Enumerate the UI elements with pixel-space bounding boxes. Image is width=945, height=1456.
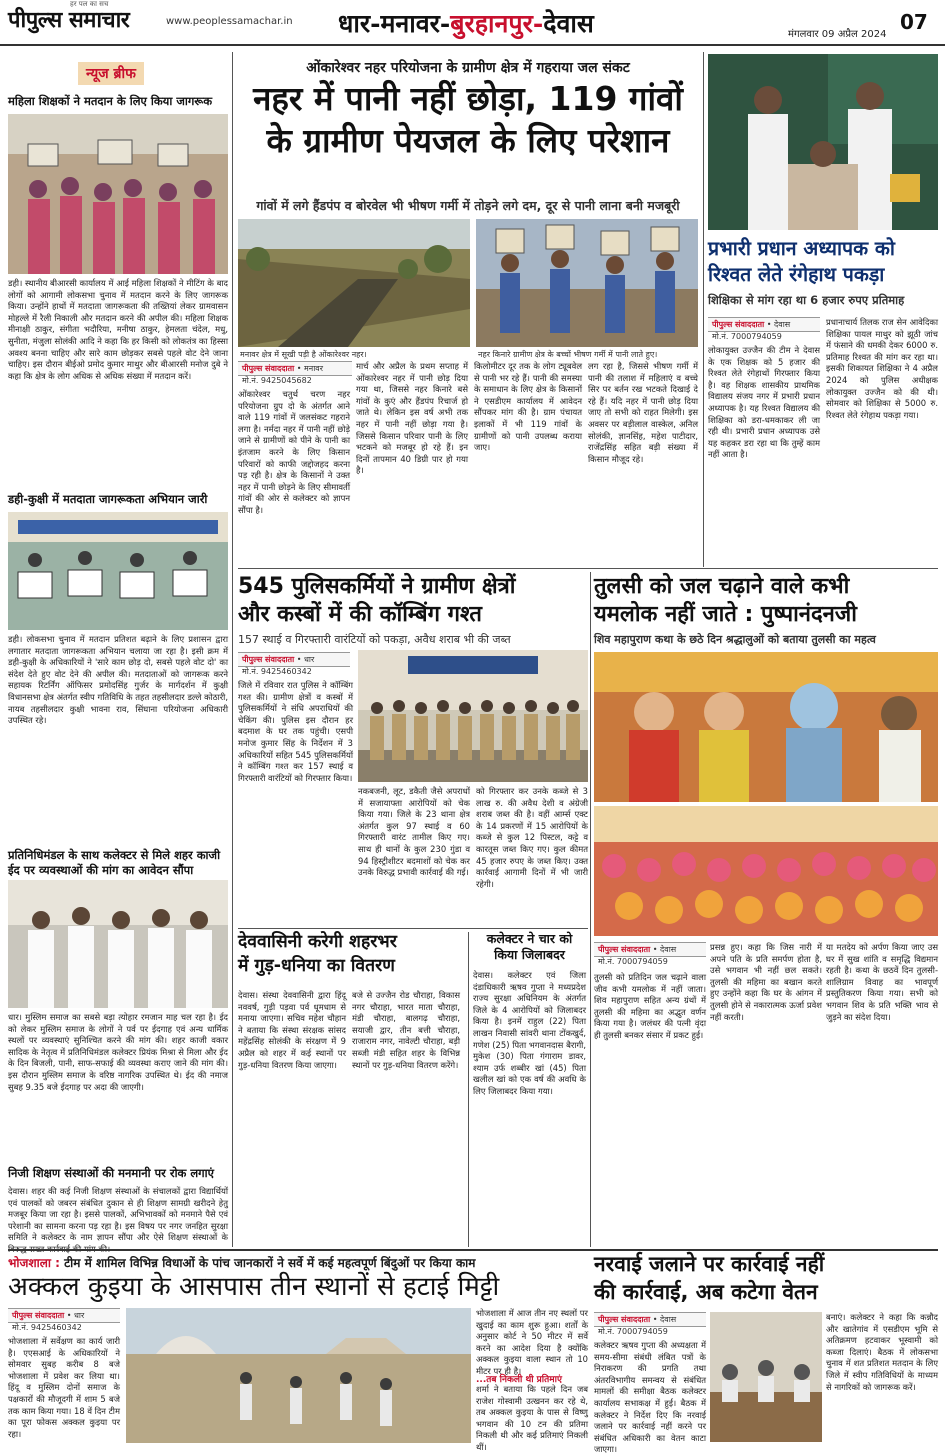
devvasini-story [238, 932, 463, 1247]
combing-headline-line1[interactable]: 545 पुलिसकर्मियों ने ग्रामीण क्षेत्रों [238, 574, 516, 599]
story-body: धार। मुस्लिम समाज का सबसे बड़ा त्योहार रमजान माह चल रहा है। ईद को लेकर मुस्लिम समाज के लोगों ने पर्व पर ईदगाह एवं अन्य धार्मिक स्थलों पर व्यवस्थाएं सुनिश्चित करने की मांग की। शहर काजी वकार सादिक के नेतृत्व में प्रतिनिधिमंडल कलेक्टर प्रियंक मिश्रा से मिला और ईद के दिन बिजली, पानी, साफ-सफाई की व्यवस्था कराए जाने की मांग की। इस दौरान मुस्लिम समाज के वरिष्ठ नागरिक उपस्थित थे। ईद की नमाज सुबह 9.35 बजे ईदगाह पर अदा की जाएगी। [8, 1012, 228, 1092]
story-headline[interactable]: निजी शिक्षण संस्थाओं की मनमानी पर रोक लगाएं [8, 1166, 214, 1180]
byline-mobile: मो.नं. 7000794059 [598, 957, 668, 966]
combing-body-col3: को गिरफ्तार कर उनके कब्जे से 3 लाख रु. की अवैध देशी व अंग्रेजी शराब जब्त की है। वहीं आर्म्स एक्ट के 14 प्रकरणों में 15 आरोपियों के कब्जे से कुल 12 पिस्टल, कट्टे व कारतूस जब्त किए गए। कुल कीमत 45 हजार रुपए के जब्त किए। उक्त कार्रवाई आगामी दिनों में भी जारी रहेगी। [476, 786, 588, 889]
collector-headline-line2[interactable]: किया जिलाबदर [494, 947, 565, 962]
byline-mobile: मो.नं. 7000794059 [598, 1327, 668, 1336]
byline: पीपुल्स संवाददाता • देवास [594, 942, 706, 957]
bribery-body-col1: लोकायुक्त उज्जैन की टीम ने देवास के एक शिक्षक को 5 हजार की रिश्वत लेते रंगेहाथों गिरफ्तार किया है। वह शिक्षक शासकीय प्राथमिक विद्यालय संजय नगर में प्रभारी प्रधान अध्यापक है। यह रिश्वत विद्यालय की शिक्षिका को डरा-धमकाकर ली जा रही थी। प्रभारी प्रधान अध्यापक उसे यह कहकर डरा रहा था कि तुम्हें काम नहीं आता है। [708, 345, 820, 460]
byline-mobile: मो.नं. 9425460342 [12, 1323, 82, 1332]
dry-canal-photo [238, 219, 470, 347]
byline: पीपुल्स संवाददाता • देवास [594, 1312, 706, 1327]
narwai-body-col2: बनाएं। कलेक्टर ने कहा कि कन्नौद और खातेगांव में एसडीएम भूमि से अतिक्रमण हटवाकर भूस्वामी को कब्जा दिलाएं। बैठक में लोकसभा चुनाव में शत प्रतिशत मतदान के लिए जिले में स्वीप गतिविधियों के माध्यम से नागरिकों को जागरूक करें। [826, 1312, 938, 1392]
column-divider [590, 572, 591, 1247]
devvasini-headline-line2[interactable]: में गुड़-धनिया का वितरण [238, 956, 395, 976]
bhojshala-body-col2: भोजशाला में आज तीन नए स्थलों पर खुदाई का काम शुरू हुआ। शर्तों के अनुसार कोर्ट ने 50 मीटर में सर्वे करने का आदेश दिया है क्योंकि अक्कल कुइया वाला स्थान तो 10 मीटर पर ही है। [476, 1308, 588, 1376]
lead-story [238, 52, 698, 567]
police-station-photo [358, 650, 588, 782]
tulsi-body-col1: तुलसी को प्रतिदिन जल चढ़ाने वाला जीव कभी यमलोक में नहीं जाता। शिव महापुराण सहित अन्य ग्रंथों में तुलसी की महिमा का अद्भुत वर्णन किया गया है। जलंधर की पत्नी वृंदा ही तुलसी बनकर संसार में प्रकट हुई। [594, 972, 706, 1040]
byline-mobile: मो.नं. 9425045682 [242, 376, 312, 385]
lead-body-col4: लग रहा है, जिससे भीषण गर्मी में पानी की तलाश में महिलाएं व बच्चे सिर पर बर्तन रख भटकते दिखाई दे रहे हैं। यदि नहर में पानी छोड़ दिया जाए तो सभी को राहत मिलेगी। इस अवसर पर बड़ीलाल वास्केल, अनिल सोलंकी, ज्ञानसिंह, महेश पाटीदार, राजेंद्रसिंह सहित बड़ी संख्या में किसान मौजूद रहे। [588, 361, 698, 464]
column-divider [232, 52, 233, 1247]
lead-headline-line1[interactable]: नहर में पानी नहीं छोड़ा, 119 गांवों [253, 79, 683, 118]
byline: पीपुल्स संवाददाता • धार [238, 652, 350, 667]
bhojshala-body-col1: भोजशाला में सर्वेक्षण का कार्य जारी है। एएसआई के अधिकारियों ने सोमवार सुबह करीब 8 बजे भोजशाला में प्रवेश कर लिया था। हिंदू व मुस्लिम दोनों समाज के पक्षकारों की मौजूदगी में शाम 5 बजे तक काम किया गया। 18 वें दिन टीम का पूरा फोकस अक्कल कुइया पर रहा। [8, 1336, 120, 1439]
website-url[interactable]: www.peoplessamachar.in [166, 16, 293, 27]
collector-headline-line1[interactable]: कलेक्टर ने चार को [486, 931, 573, 946]
awareness-photo [8, 512, 228, 630]
devvasini-body-col2: बजे से उज्जैन रोड चौराहा, विकास नगर चौराहा, भारत माता चौराहा, मंडी चौराहा, बालगढ़ चौराहा, सयाजी द्वार, तीन बत्ती चौराहा, राजाराम नगर, नावेल्टी चौराहा, बड़ी सब्जी मंडी सहित शहर के विभिन्न स्थानों पर गुड़-धनिया वितरण करेंगे। [352, 990, 460, 1070]
section-divider [8, 1249, 938, 1251]
survey-site-photo [126, 1308, 471, 1443]
bhojshala-story [8, 1308, 588, 1452]
tulsi-headline-line2[interactable]: यमलोक नहीं जाते : पुष्पानंदनजी [594, 602, 857, 627]
logo-tagline: हर पल का सच [70, 0, 109, 8]
combing-headline-line2[interactable]: और कस्बों में की कॉम्बिंग गश्त [238, 602, 482, 627]
tulsi-headline-line1[interactable]: तुलसी को जल चढ़ाने वाले कभी [594, 574, 850, 599]
combing-body-col1: जिले में रविवार रात पुलिस ने कॉम्बिंग गश्त की। ग्रामीण क्षेत्रों व कस्बों में पुलिसकर्मियों ने संधि अपराधियों की चेकिंग की। पुलिस इस दौरान हर बदमाश के घर तक पहुंची। एसपी मनोज कुमार सिंह के निर्देशन में 3 अधिकारियों सहित 545 पुलिसकर्मियों ने कॉम्बिंग गश्त कर 157 स्थाई व गिरफ्तारी वारंटियों को गिरफ्तार किया। [238, 680, 353, 783]
byline-mobile: मो.नं. 9425460342 [242, 667, 312, 676]
tulsi-subhead: शिव महापुराण कथा के छठे दिन श्रद्धालुओं को बताया तुलसी का महत्व [594, 633, 876, 646]
bhojshala-subhead: ...तब निकली थी प्रतिमाएं [476, 1375, 562, 1385]
lead-kicker: ओंकारेश्वर नहर परियोजना के ग्रामीण क्षेत्र में गहराया जल संकट [306, 60, 630, 76]
bribery-headline-line1[interactable]: प्रभारी प्रधान अध्यापक को [708, 237, 895, 260]
column-divider [468, 932, 469, 1247]
column-divider [703, 52, 704, 567]
byline: पीपुल्स संवाददाता • देवास [708, 317, 820, 332]
story-body: देवास। शहर की कई निजी शिक्षण संस्थाओं के संचालकों द्वारा विद्यार्थियों एवं पालकों को जबरन संबंधित दुकान से ही शिक्षण सामग्री खरीदने हेतु मजबूर किया जा रहा है। इससे पालकों, अभिभावकों को मनमाने पैसे एवं परेशानी का सामना करना पड़ रहा है। इस विषय पर नगर जनहित सुरक्षा समिति ने कलेक्टर के नाम ज्ञापन सौंपा और ऐसे शिक्षण संस्थाओं के [8, 1186, 228, 1243]
bhojshala-headline[interactable]: अक्कल कुइया के आसपास तीन स्थानों से हटाई मिट्टी [8, 1272, 500, 1302]
combing-subhead: 157 स्थाई व गिरफ्तारी वारंटियों को पकड़ा, अवैध शराब भी की जब्त [238, 633, 511, 646]
devvasini-headline-line1[interactable]: देववासिनी करेगी शहरभर [238, 932, 397, 952]
story-headline[interactable]: प्रतिनिधिमंडल के साथ कलेक्टर से मिले शहर काजी ईद पर व्यवस्थाओं की मांग का आवेदन सौंपा [8, 848, 221, 877]
story-body: डही। लोकसभा चुनाव में मतदान प्रतिशत बढ़ाने के लिए प्रशासन द्वारा लगातार मतदाता जागरूकता अभियान चलाया जा रहा है। इसी क्रम में डही-कुक्षी के अधिकारियों ने 'सारे काम छोड़ दो, सबसे पहले वोट दो' का संदेश देते हुए वोट देने की अपील की। मतदाताओं को जागरूक करने सहायक रिटर्निंग ऑफिसर प्रमोदसिंह गुर्जर के मार्गदर्शन में कुक्षी विधानसभा क्षेत्र अंतर्गत स्वीप गतिविधि के तहत तहसीलदार डल्ले कोठारी, नायब तहसीलदार कुक्षी भावना राव, सिंघाना परियोजना अधिकारी उपस्थित रहे। [8, 634, 228, 726]
tulsi-body-col2: प्रसन्न हुए। कहा कि जिस नारी में अपने पति के प्रति समर्पण होता है, उसे भगवान भी नहीं छल सकते। तुलसी की महिमा का बखान करते हुए उन्होंने कहा कि घर के आंगन में तुलसी होने से नकारात्मक ऊर्जा प्रवेश नहीं करती। [710, 942, 822, 1022]
byline: पीपुल्स संवाददाता • मनावर [238, 361, 352, 376]
arrest-photo [708, 54, 938, 230]
newspaper-logo: पीपुल्स समाचार [8, 7, 130, 33]
byline-mobile: मो.नं. 7000794059 [712, 332, 782, 341]
meeting-photo [710, 1312, 822, 1442]
narwai-story [594, 1252, 938, 1455]
tulsi-body-col3: या मतदेय को अर्पण किया जाए उस घर में सुख शांति व समृद्धि विद्यमान रहती है। कथा के छठवें दिन तुलसी-शालिग्राम विवाह का भावपूर्ण प्रस्तुतिकरण किया गया। सभी को भगवान शिव के प्रति भक्ति भाव से जुड़ने का संदेश दिया। [826, 942, 938, 1022]
bribery-subhead: शिक्षिका से मांग रहा था 6 हजार रुपए प्रतिमाह [708, 293, 905, 307]
combing-body-col2: नकबजनी, लूट, डकैती जैसे अपराधों में सजायाफ्ता आरोपियों को चेक किया गया। जिले के 23 थाना क्षेत्र अंतर्गत कुल 97 स्थाई व 60 गिरफ्तारी वारंट तामील किए गए। साथ ही थानों के कुल 230 गुंडा व 94 हिस्ट्रीशीटर बदमाशों को चेक कर उनके विरुद्ध प्रभावी कार्रवाई की गई। [358, 786, 470, 878]
section-title: धार-मनावर-बुरहानपुर-देवास [338, 9, 594, 38]
collector-story [473, 932, 586, 1247]
lead-body-col1: ओंकारेश्वर चतुर्थ चरण नहर परियोजना ग्रुप दो के अंतर्गत आने वाले 119 गांवों में जलसंकट गहराने लगा है। नर्मदा नहर में पानी नहीं छोड़े जाने से ग्रामीणों को पीने के पानी का इंतजाम करने के लिए किसान परिवारों को काफी जद्दोजहद करना पड़ रही है। क्षेत्र के किसानों ने उक्त नहर में पानी छोड़ने के लिए सीमावर्ती गांवों की ओर से कलेक्टर को ज्ञापन सौंपा है। [238, 389, 350, 515]
lead-subhead: गांवों में लगे हैंडपंप व बोरवेल भी भीषण गर्मी में तोड़ने लगे दम, दूर से पानी लाना बनी मजबूरी [256, 198, 680, 213]
narwai-body-col1: कलेक्टर ऋषव गुप्ता की अध्यक्षता में समय-सीमा संबंधी लंबित पत्रों के निराकरण की प्रगति तथा अंतरविभागीय समन्वय से संबंधित मामलों की समीक्षा बैठक कलेक्टर कार्यालय सभाकक्ष में हुई। बैठक में कलेक्टर ने निर्देश दिए कि नरवाई जलाने पर कार्रवाई नहीं करने पर संबंधित अधिकारी का वेतन काटा जाएगा। [594, 1340, 706, 1455]
lead-body-col3: किलोमीटर दूर तक के लोग ट्यूबवेल से पानी भर रहे हैं। पानी की समस्या के समाधान के लिए क्षेत्र के किसानों ने एसडीएम कार्यालय में आवेदन सौंपकर मांग की है। ग्राम पंचायत इलाकों में भी 119 गांवों के ग्रामीणों को पानी उपलब्ध कराया जाए। [474, 361, 582, 453]
section-divider [238, 928, 588, 929]
lead-body-col2: मार्च और अप्रैल के प्रथम सप्ताह में ओंकारेश्वर नहर में पानी छोड़ दिया गया था, जिससे नहर किनारे बसे गांवों के कुएं और हैंडपंप रिचार्ज हो जाते थे। लेकिन इस वर्ष अभी तक नहर में पानी नहीं छोड़ा गया है। जिससे किसान परिवार पानी के लिए भटकने को मजबूर हो रहे हैं। इन दिनों तापमान 40 डिग्री पार हो गया है। [356, 361, 468, 476]
story-headline[interactable]: डही-कुक्षी में मतदाता जागरूकता अभियान जारी [8, 492, 208, 506]
bribery-headline-line2[interactable]: रिश्वत लेते रंगेहाथ पकड़ा [708, 263, 885, 286]
narwai-headline-line1[interactable]: नरवाई जलाने पर कार्रवाई नहीं [594, 1252, 825, 1276]
story-headline[interactable]: महिला शिक्षकों ने मतदान के लिए किया जागरूक [8, 94, 213, 108]
photo-caption: नहर किनारे ग्रामीण क्षेत्र के बच्चों भीषण गर्मी में पानी लाते हुए। [478, 350, 658, 359]
story-body: डही। स्थानीय बीआरसी कार्यालय में आई महिला शिक्षकों ने मीटिंग के बाद लोगों को आगामी लोकसभा चुनाव में मतदान करने के लिए जागरूक किया। उन्होंने हाथों में मतदाता जागरूकता की तख्तियां लेकर ग्रामवासन मोहल्ले में रैली निकाली और मतदान करने की अपील की। महिला शिक्षक मीनाक्षी ठाकुर, संगीता भदौरिया, मनीषा ठाकुर, हेमलता चंदेल, मधु, सुनीता, मंजुला सोलंकी आदि ने कहा कि हर किसी को लोकतंत्र का हिस्सा अवश्य बनना चाहिए और सारे काम छोड़कर सबसे पहले वोट देने जाना चाहिए। इस दौरान बीईओ प्रमोद कुमार माथुर और बीआरसी मनोज दुबे ने कहा कि क्षेत्र के लोग अधिक से अधिक संख्या में मतदान करें। [8, 278, 228, 381]
tulsi-story [594, 572, 938, 1247]
issue-date: मंगलवार 09 अप्रैल 2024 [788, 29, 887, 40]
children-water-photo [476, 219, 698, 347]
narwai-headline-line2[interactable]: की कार्रवाई, अब कटेगा वेतन [594, 1280, 818, 1304]
combing-story [238, 572, 588, 927]
collector-body: देवास। कलेक्टर एवं जिला दंडाधिकारी ऋषव गुप्ता ने मध्यप्रदेश राज्य सुरक्षा अधिनियम के अंतर्गत जिले के 4 आरोपियों को जिलाबदर किया है। इनमें राहुल (22) पिता लाखन निवासी सांवरी थाना टोंकखुर्द, गणेश (25) पिता भगवानदास बैरागी, मुकेश (30) पिता गंगाराम डावर, श्याम उर्फ शब्बीर खां (45) पिता खलील खां को एक वर्ष की अवधि के लिए जिलाबदर किया गया। [473, 970, 586, 1096]
page-number: 07 [900, 10, 928, 34]
section-divider [238, 568, 938, 569]
rally-photo [8, 114, 228, 274]
news-brief-column [8, 52, 228, 1247]
devotees-photo [594, 806, 938, 936]
masthead [0, 0, 945, 46]
bhojshala-body-col3: शर्मा ने बताया कि पहले दिन जब राजेश गोस्वामी उत्खनन कर रहे थे, तब अक्कल कुइया के पास से विष्णु भगवान की 10 टन की प्रतिमा निकली थी और कई प्रतिमाएं निकली थीं। [476, 1384, 588, 1452]
devvasini-body-col1: देवास। संस्था देववासिनी द्वारा हिंदू नववर्ष, गुड़ी पड़वा पर्व धूमधाम से मनाया जाएगा। सचिव महेश चौहान ने बताया कि संस्था संरक्षक सांसद महेंद्रसिंह सोलंकी के संरक्षण में 9 अप्रैल को शहर में कई स्थानों पर गुड़-धनिया वितरण किया जाएगा। [238, 990, 346, 1070]
deity-photo [594, 652, 938, 802]
bhojshala-banner: भोजशाला : टीम में शामिल विभिन्न विधाओं के पांच जानकारों ने सर्वे में कई महत्वपूर्ण बिंदुओं पर किया काम [8, 1256, 476, 1270]
byline: पीपुल्स संवाददाता • धार [8, 1308, 120, 1323]
bribery-body-col2: प्रधानाचार्य तिलक राज सेन आवेदिका शिक्षिका पायल माथुर को झूठी जांच में फंसाने की धमकी देकर 6000 रु. प्रतिमाह रिश्वत की मांग कर रहा था। इसकी शिकायत शिक्षिका ने 4 अप्रैल 2024 को पुलिस अधीक्षक लोकायुक्त उज्जैन को की थी। सोमवार को शिक्षिका से 5000 रु. रिश्वत लेते रंगेहाथ पकड़ा गया। [826, 317, 938, 420]
lead-headline-line2[interactable]: के ग्रामीण पेयजल के लिए परेशान [266, 121, 670, 160]
news-brief-tag: न्यूज ब्रीफ [78, 62, 144, 85]
photo-caption: मनावर क्षेत्र में सूखी पड़ी है ओंकारेश्वर नहर। [240, 350, 367, 359]
bribery-story [708, 52, 938, 567]
delegation-photo [8, 880, 228, 1008]
